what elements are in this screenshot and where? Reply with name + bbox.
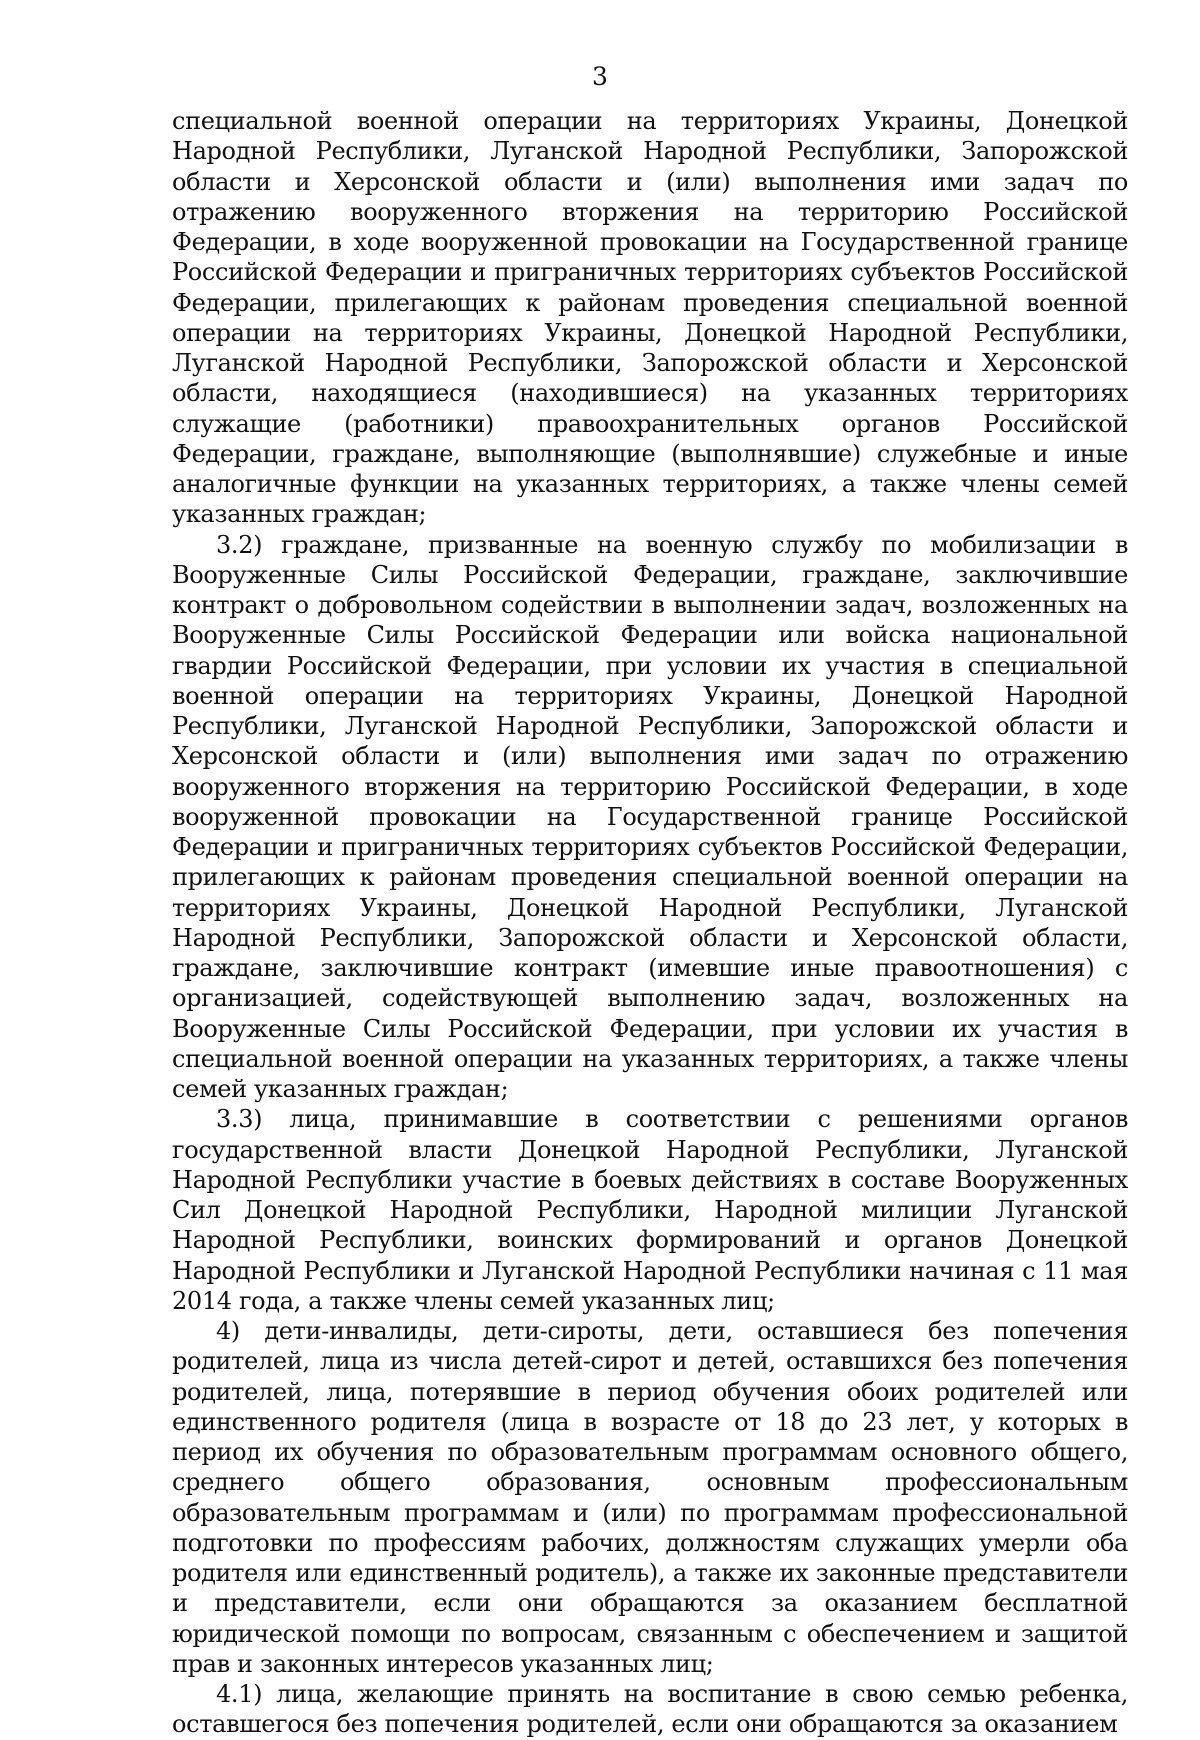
document-body [172,106,1128,1740]
paragraph-item-4: 4) дети-инвалиды, дети-сироты, дети, оставшиеся без попечения родителей, лица из числа детей-сирот и детей, оставшихся без попечения родителей, лица, потерявшие в период обучения обоих родителей или единственного родителя (лица в возрасте от 18 до 23 лет, у которых в период их обучения по образовательным программам основного общего, среднего общего образования, основным профессиональным образовательным программам и (или) по программам профессиональной подготовки по профессиям рабочих, должностям служащих умерли оба родителя или единственный родитель), а также их законные представители и представители, если они обращаются за оказанием бесплатной юридической помощи по вопросам, связанным с обеспечением и защитой прав и законных интересов указанных лиц; [172,1317,1128,1678]
paragraph-continuation: специальной военной операции на территориях Украины, Донецкой Народной Республики, Луганской Народной Республики, Запорожской области и Херсонской области и (или) выполнения ими задач по отражению вооруженного вторжения на территорию Российской Федерации, в ходе вооруженной провокации на Государственной границе Российской Федерации и приграничных территориях субъектов Российской Федерации, прилегающих к районам проведения специальной военной операции на территориях Украины, Донецкой Народной Республики, Луганской Народной Республики, Запорожской области и Херсонской области, находящиеся (находившиеся) на указанных территориях служащие (работники) правоохранительных органов Российской Федерации, граждане, выполняющие (выполнявшие) служебные и иные аналогичные функции на указанных территориях, а также члены семей указанных граждан; [172,107,1128,529]
paragraph-item-4-1: 4.1) лица, желающие принять на воспитание в свою семью ребенка, оставшегося без попечения родителей, если они обращаются за оказанием [172,1680,1128,1739]
page-number: 3 [592,62,608,91]
paragraph-item-3-2: 3.2) граждане, призванные на военную службу по мобилизации в Вооруженные Силы Российской Федерации, граждане, заключившие контракт о добровольном содействии в выполнении задач, возложенных на Вооруженные Силы Российской Федерации или войска национальной гвардии Российской Федерации, при условии их участия в специальной военной операции на территориях Украины, Донецкой Народной Республики, Луганской Народной Республики, Запорожской области и Херсонской области и (или) выполнения ими задач по отражению вооруженного вторжения на территорию Российской Федерации, в ходе вооруженной провокации на Государственной границе Российской Федерации и приграничных территориях субъектов Российской Федерации, прилегающих к районам проведения специальной военной операции на территориях Украины, Донецкой Народной Республики, Луганской Народной Республики, Запорожской области и Херсонской области, граждане, заключившие контракт (имевшие иные правоотношения) с организацией, содействующей выполнению задач, возложенных на Вооруженные Силы Российской Федерации, при условии их участия в специальной военной операции на указанных территориях, а также члены семей указанных граждан; [172,530,1128,1103]
paragraph-item-3-3: 3.3) лица, принимавшие в соответствии с решениями органов государственной власти Донецкой Народной Республики, Луганской Народной Республики участие в боевых действиях в составе Вооруженных Сил Донецкой Народной Республики, Народной милиции Луганской Народной Республики, воинских формирований и органов Донецкой Народной Республики и Луганской Народной Республики начиная с 11 мая 2014 года, а также члены семей указанных лиц; [172,1105,1128,1315]
